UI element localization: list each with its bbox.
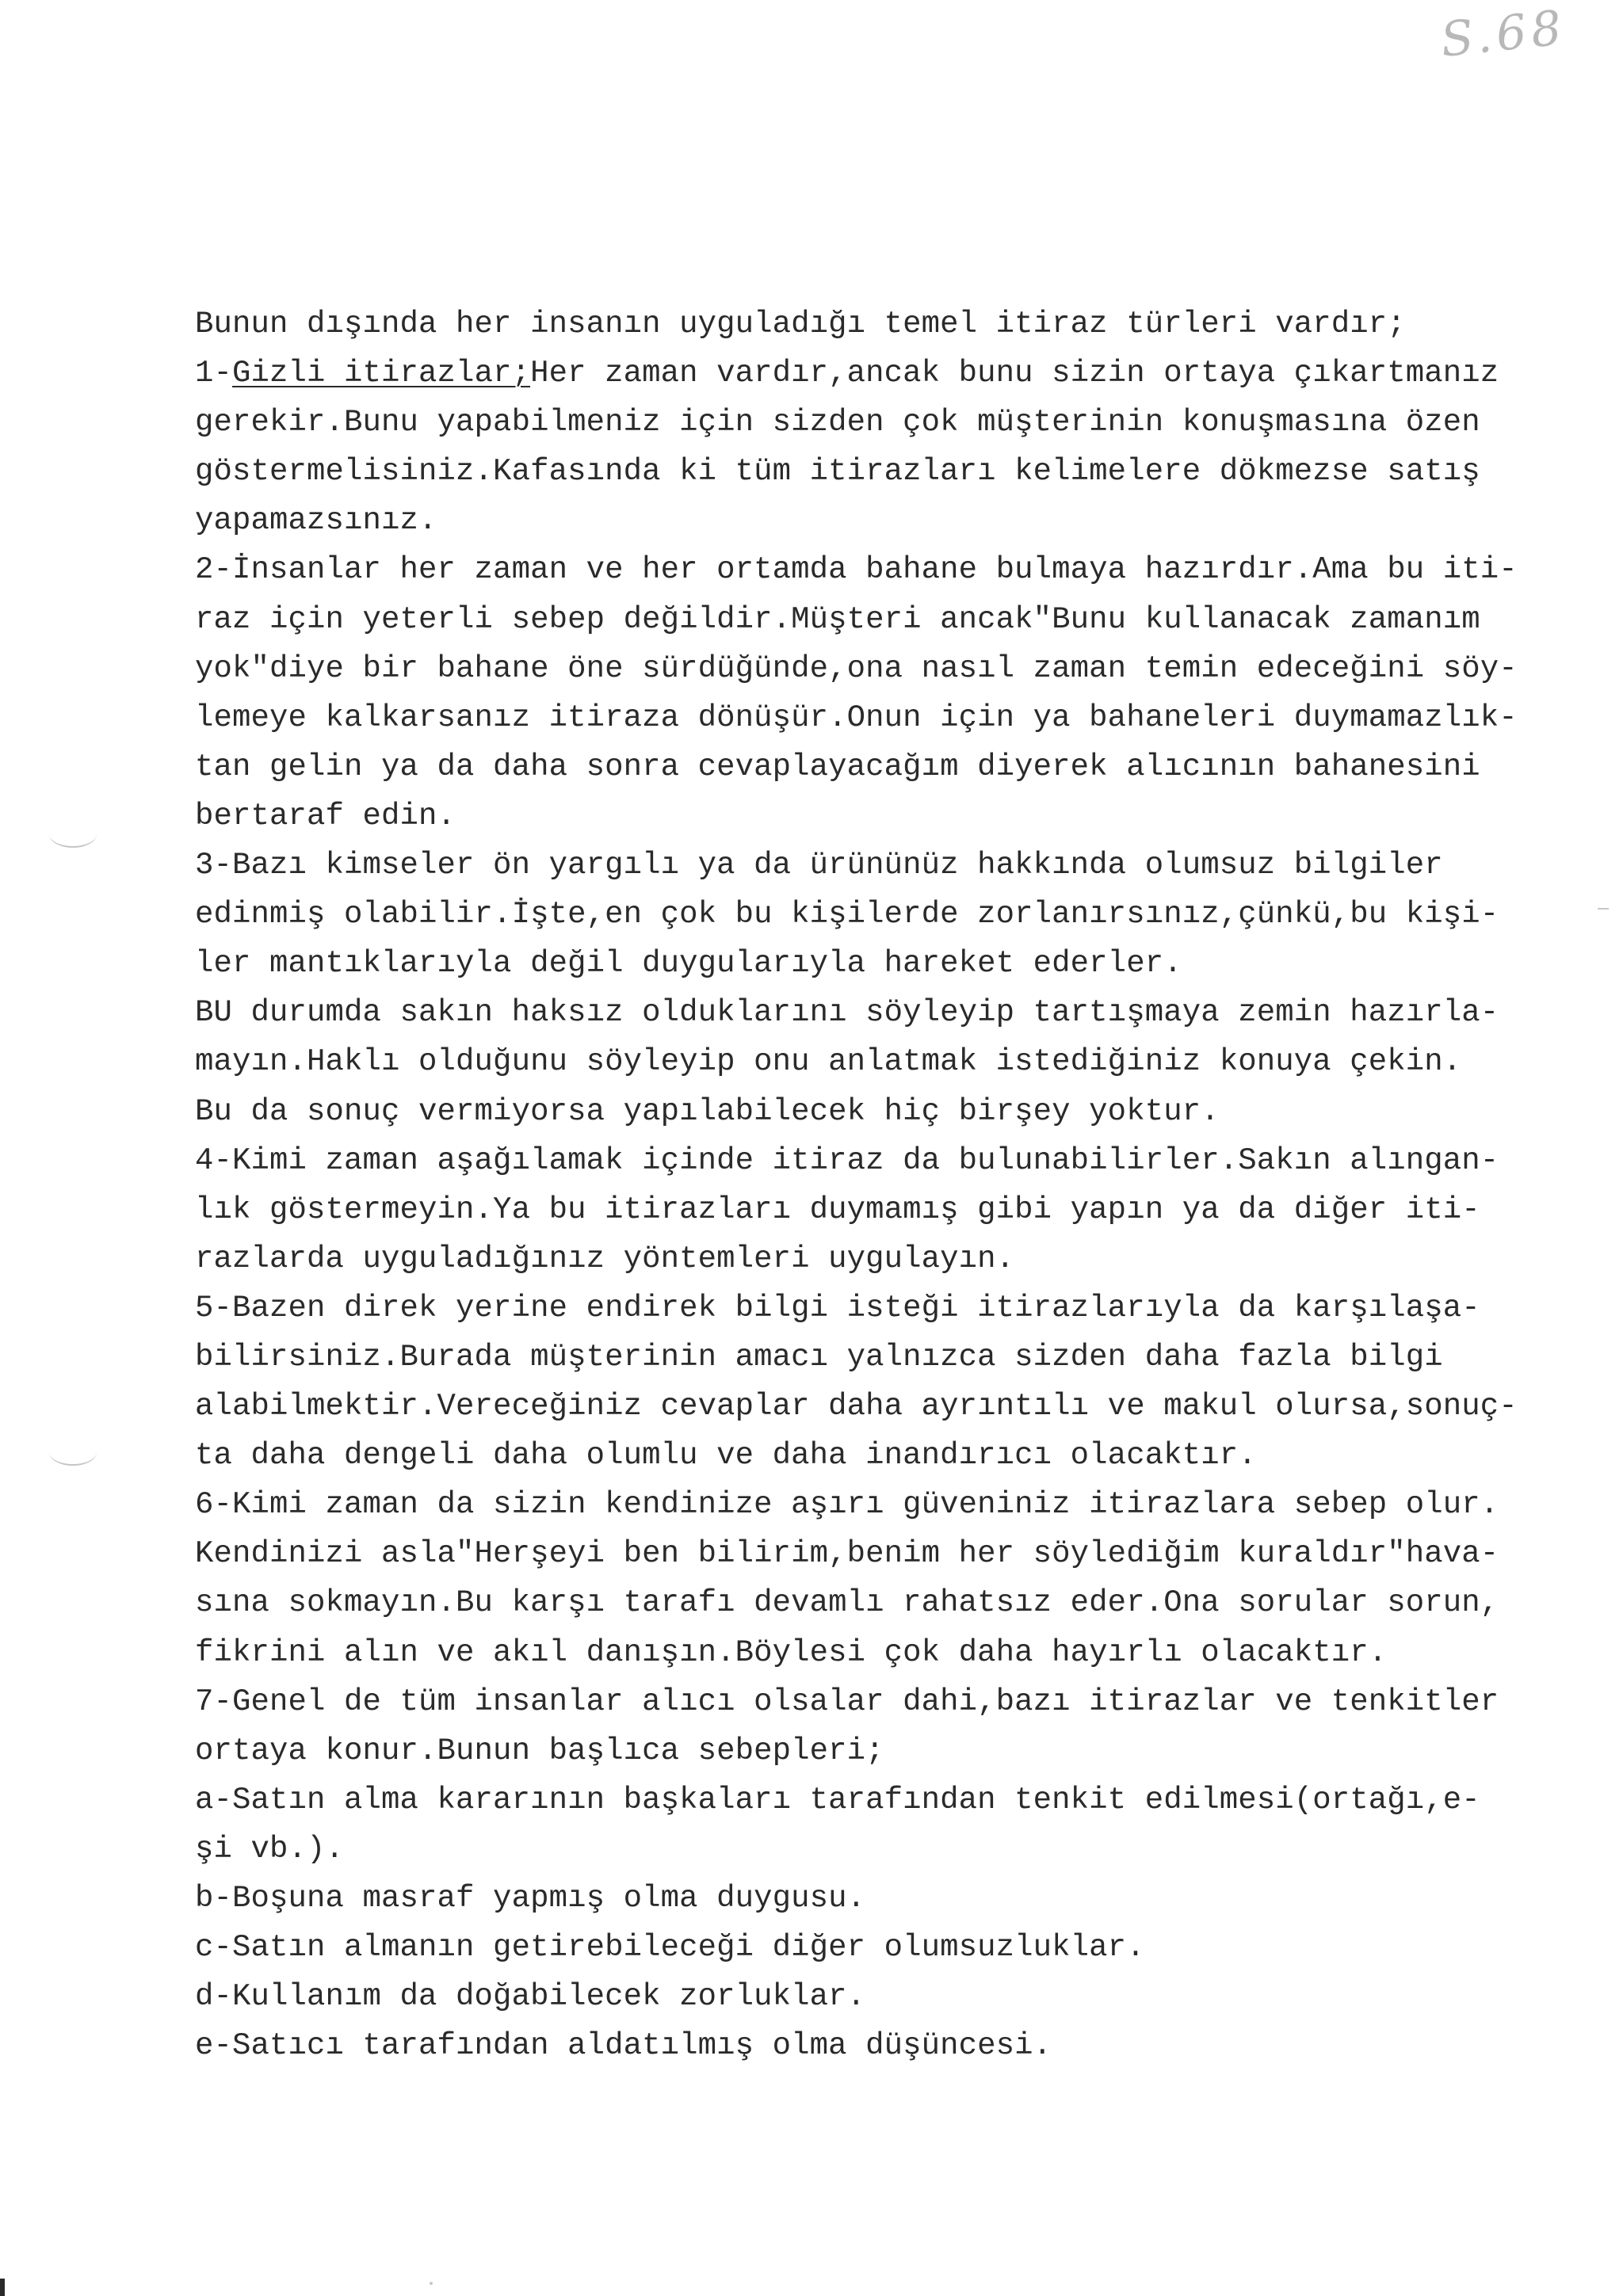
text-line (195, 398, 1598, 447)
text-line (195, 1923, 1598, 1972)
scan-edge-mark (0, 2279, 5, 2296)
scan-speck (1598, 908, 1609, 910)
text-line (195, 1628, 1598, 1677)
text-segment: Kendinizi asla"Herşeyi ben bilirim,benim her söylediğim kuraldır"hava- (195, 1536, 1499, 1572)
text-line (195, 447, 1598, 496)
text-segment: lemeye kalkarsanız itiraza dönüşür.Onun için ya bahaneleri duymamazlık- (195, 700, 1518, 735)
text-segment: 4-Kimi zaman aşağılamak içinde itiraz da bulunabilirler.Sakın alıngan- (195, 1142, 1499, 1178)
text-segment: edinmiş olabilir.İşte,en çok bu kişilerde zorlanırsınız,çünkü,bu kişi- (195, 897, 1499, 933)
text-line (195, 1185, 1598, 1234)
text-line (195, 841, 1598, 890)
text-segment: raz için yeterli sebep değildir.Müşteri ancak"Bunu kullanacak zamanım (195, 601, 1480, 637)
text-line (195, 1283, 1598, 1333)
document-body (195, 299, 1598, 2070)
text-line (195, 299, 1598, 349)
text-segment: ler mantıklarıyla değil duygularıyla hareket ederler. (195, 946, 1182, 982)
text-segment: sına sokmayın.Bu karşı tarafı devamlı rahatsız eder.Ona sorular sorun, (195, 1585, 1499, 1621)
text-line (195, 595, 1598, 644)
text-segment: b-Boşuna masraf yapmış olma duygusu. (195, 1881, 866, 1916)
text-line (195, 1087, 1598, 1136)
text-segment: yapamazsınız. (195, 503, 437, 539)
text-line (195, 988, 1598, 1037)
scan-speck (430, 2282, 433, 2285)
text-line (195, 349, 1598, 398)
text-segment: ortaya konur.Bunun başlıca sebepleri; (195, 1733, 884, 1768)
text-line (195, 1431, 1598, 1480)
text-segment: fikrini alın ve akıl danışın.Böylesi çok daha hayırlı olacaktır. (195, 1634, 1388, 1670)
text-segment: bilirsiniz.Burada müşterinin amacı yalnızca sizden daha fazla bilgi (195, 1339, 1443, 1375)
text-line (195, 1234, 1598, 1283)
text-line (195, 1677, 1598, 1726)
text-line (195, 1874, 1598, 1923)
text-segment: e-Satıcı tarafından aldatılmış olma düşüncesi. (195, 2028, 1052, 2064)
text-segment: a-Satın alma kararının başkaları tarafından tenkit edilmesi(ortağı,e- (195, 1782, 1480, 1817)
text-segment: BU durumda sakın haksız olduklarını söyleyip tartışmaya zemin hazırla- (195, 995, 1499, 1031)
text-line (195, 1480, 1598, 1529)
text-line (195, 1136, 1598, 1185)
text-segment: Her zaman vardır,ancak bunu sizin ortaya çıkartmanız (530, 356, 1499, 391)
text-segment: Bu da sonuç vermiyorsa yapılabilecek hiç birşey yoktur. (195, 1093, 1220, 1129)
text-line (195, 742, 1598, 791)
text-segment: 7-Genel de tüm insanlar alıcı olsalar dahi,bazı itirazlar ve tenkitler (195, 1684, 1499, 1719)
text-segment: şi vb.). (195, 1831, 345, 1867)
text-segment: ta daha dengeli daha olumlu ve daha inandırıcı olacaktır. (195, 1438, 1257, 1474)
text-line (195, 1775, 1598, 1825)
punch-hole-mark (49, 821, 97, 848)
text-segment: 2-İnsanlar her zaman ve her ortamda bahane bulmaya hazırdır.Ama bu iti- (195, 552, 1518, 588)
text-line (195, 1382, 1598, 1431)
text-line (195, 2021, 1598, 2070)
text-line (195, 1972, 1598, 2021)
text-line (195, 1578, 1598, 1627)
text-line (195, 1825, 1598, 1874)
text-line (195, 1037, 1598, 1086)
text-segment: bertaraf edin. (195, 798, 456, 833)
text-segment: göstermelisiniz.Kafasında ki tüm itirazları kelimelere dökmezse satış (195, 454, 1480, 490)
text-line (195, 1529, 1598, 1578)
text-line (195, 791, 1598, 841)
text-line (195, 939, 1598, 988)
text-segment: lık göstermeyin.Ya bu itirazları duymamış gibi yapın ya da diğer iti- (195, 1192, 1480, 1227)
punch-hole-mark (49, 1439, 97, 1466)
text-segment: 3-Bazı kimseler ön yargılı ya da ürününüz hakkında olumsuz bilgiler (195, 848, 1443, 883)
text-segment: tan gelin ya da daha sonra cevaplayacağım diyerek alıcının bahanesini (195, 749, 1480, 784)
text-segment: 5-Bazen direk yerine endirek bilgi isteği itirazlarıyla da karşılaşa- (195, 1290, 1480, 1325)
text-segment: gerekir.Bunu yapabilmeniz için sizden çok müşterinin konuşmasına özen (195, 405, 1480, 441)
text-segment: c-Satın almanın getirebileceği diğer olumsuzluklar. (195, 1930, 1145, 1966)
text-segment: d-Kullanım da doğabilecek zorluklar. (195, 1979, 866, 2015)
text-segment: alabilmektir.Vereceğiniz cevaplar daha ayrıntılı ve makul olursa,sonuç- (195, 1389, 1518, 1425)
underlined-heading: Gizli itirazlar; (232, 356, 531, 391)
text-line (195, 496, 1598, 545)
text-line (195, 1333, 1598, 1382)
text-line (195, 1726, 1598, 1775)
page-number: S.68 (1438, 0, 1569, 69)
text-segment: 6-Kimi zaman da sizin kendinize aşırı güveniniz itirazlara sebep olur. (195, 1487, 1499, 1523)
text-segment: 1- (195, 356, 233, 391)
text-line (195, 890, 1598, 939)
text-line (195, 644, 1598, 693)
text-segment: razlarda uyguladığınız yöntemleri uygulayın. (195, 1241, 1015, 1276)
text-line (195, 693, 1598, 742)
text-segment: yok"diye bir bahane öne sürdüğünde,ona nasıl zaman temin edeceğini söy- (195, 650, 1518, 686)
text-segment: mayın.Haklı olduğunu söyleyip onu anlatmak istediğiniz konuya çekin. (195, 1044, 1462, 1080)
text-line (195, 545, 1598, 594)
text-segment: Bunun dışında her insanın uyguladığı temel itiraz türleri vardır; (195, 307, 1406, 341)
